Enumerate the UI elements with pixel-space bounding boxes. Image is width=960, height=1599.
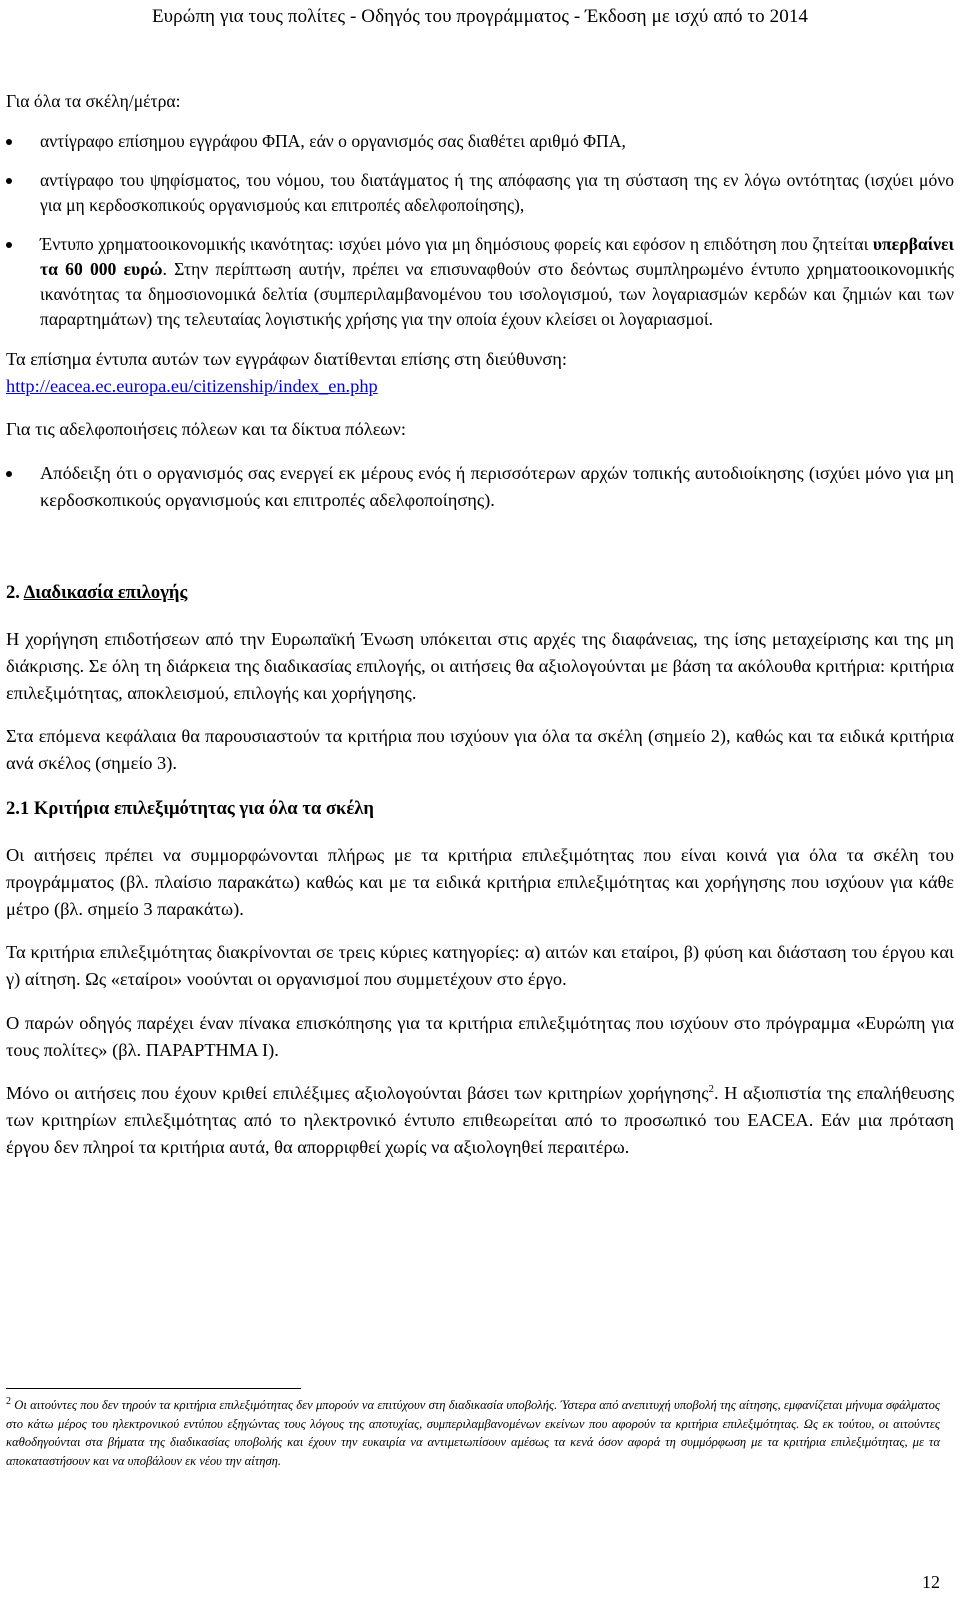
town-twinning-intro: Για τις αδελφοποιήσεις πόλεων και τα δίκτυα πόλεων: — [6, 419, 406, 440]
footnote-mark: 2 — [6, 1395, 11, 1407]
section-2-title: Διαδικασία επιλογής — [23, 581, 188, 603]
list-item — [6, 460, 954, 514]
section-2-paragraph-2: Στα επόμενα κεφάλαια θα παρουσιαστούν τα κριτήρια που ισχύουν για όλα τα σκέλη (σημείο 2), καθώς και τα ειδικά κριτήρια ανά σκέλος (σημείο 3). — [6, 726, 954, 774]
paragraph-4-text-after: . Η αξιοπιστία της επαλήθευσης των κριτηρίων επιλεξιμότητας από το ηλεκτρονικό έντυπο επιθεωρείται από το προσωπικό του EACEA. Εάν μια πρόταση έργου δεν πληροί τα κριτήρια αυτά, θα απορριφθεί χωρίς να αξιολογηθεί περαιτέρω. — [6, 1083, 954, 1158]
forms-paragraph — [6, 346, 954, 400]
bullet-icon — [6, 178, 12, 184]
town-twinning-list — [6, 460, 954, 514]
list-item-financial — [6, 232, 954, 332]
footnote-text: Οι αιτούντες που δεν τηρούν τα κριτήρια επιλεξιμότητας δεν μπορούν να επιτύχουν στη διαδικασία υποβολής. Ύστερα από ανεπιτυχή υποβολή της αίτησης, εμφανίζεται μήνυμα σφάλματος στο κάτω μέρος του ηλεκτρονικού εντύπου εξηγώντας τους λόγους της αποτυχίας, συμπεριλαμβανομένων εκείνων που αφορούν τα κριτήρια επιλεξιμότητας. Ως εκ τούτου, οι αιτούντες καθοδηγούνται στα βήματα της διαδικασίας υποβολής και έχουν την ευκαιρία να αντιμετωπίσουν αμέσως τα κενά όσον αφορά τη συμμόρφωση με τα κριτήρια επιλεξιμότητας, με τα αποκαταστήσουν και να υποβάλουν εκ νέου την αίτηση. — [6, 1398, 941, 1468]
page-number: 12 — [922, 1572, 940, 1592]
list-item — [6, 168, 954, 218]
all-strands-list — [6, 129, 954, 332]
section-2-heading — [6, 580, 954, 606]
running-header: Ευρώπη για τους πολίτες - Οδηγός του προγράμματος - Έκδοση με ισχύ από το 2014 — [151, 6, 809, 27]
bullet-icon — [6, 242, 12, 248]
financial-text-before: Έντυπο χρηματοοικονομικής ικανότητας: ισχύει μόνο για μη δημόσιους φορείς και εφόσον η επιδότηση που ζητείται — [40, 234, 873, 254]
bullet-icon — [6, 139, 12, 145]
list-item-text: αντίγραφο επίσημου εγγράφου ΦΠΑ, εάν ο οργανισμός σας διαθέτει αριθμό ΦΠΑ, — [40, 131, 626, 151]
footnote-reference[interactable]: 2 — [708, 1082, 714, 1095]
section-2-paragraph-1: Η χορήγηση επιδοτήσεων από την Ευρωπαϊκή Ένωση υπόκειται στις αρχές της διαφάνειας, της ίσης μεταχείρισης και της μη διάκρισης. Σε όλη τη διάρκεια της διαδικασίας επιλογής, οι αιτήσεις θα αξιολογούνται με βάση τα ακόλουθα κριτήρια: κριτήρια επιλεξιμότητας, αποκλεισμού, επιλογής και χορήγησης. — [6, 628, 954, 704]
section-2-1-heading: 2.1 Κριτήρια επιλεξιμότητας για όλα τα σκέλη — [6, 797, 374, 819]
list-item-text: αντίγραφο του ψηφίσματος, του νόμου, του διατάγματος ή της απόφασης για τη σύσταση της εν λόγω οντότητας (ισχύει μόνο για μη κερδοσκοπικούς οργανισμούς και επιτροπές αδελφοποίησης), — [40, 170, 954, 215]
paragraph-4-text-before: Μόνο οι αιτήσεις που έχουν κριθεί επιλέξιμες αξιολογούνται βάσει των κριτηρίων χορήγησης — [6, 1083, 709, 1104]
section-2-1-paragraph-1: Οι αιτήσεις πρέπει να συμμορφώνονται πλήρως με τα κριτήρια επιλεξιμότητας που είναι κοινά για όλα τα σκέλη του προγράμματος (βλ. πλαίσιο παρακάτω) καθώς και με τα ειδικά κριτήρια επιλεξιμότητας και χορήγησης που ισχύουν για κάθε μέτρο (βλ. σημείο 3 παρακάτω). — [6, 844, 954, 920]
section-2-1-paragraph-3: Ο παρών οδηγός παρέχει έναν πίνακα επισκόπησης για τα κριτήρια επιλεξιμότητας που ισχύουν στο πρόγραμμα «Ευρώπη για τους πολίτες» (βλ. ΠΑΡΑΡΤΗΜΑ Ι). — [6, 1012, 954, 1060]
all-strands-intro: Για όλα τα σκέλη/μέτρα: — [6, 91, 181, 111]
bullet-icon — [6, 471, 12, 477]
financial-text-after: . Στην περίπτωση αυτήν, πρέπει να επισυναφθούν στο δεόντως συμπληρωμένο έντυπο χρηματοοικονομικής ικανότητας τα δημοσιονομικά δελτία (συμπεριλαμβανομένου του ισολογισμού, των λογαριασμών κερδών και ζημιών και των παραρτημάτων) της τελευταίας λογιστικής χρήσης για την οποία έχουν κλείσει οι λογαριασμοί. — [40, 259, 954, 329]
footnote — [6, 1396, 940, 1470]
footnote-divider — [6, 1388, 301, 1389]
list-item — [6, 129, 954, 154]
list-item-text: Απόδειξη ότι ο οργανισμός σας ενεργεί εκ μέρους ενός ή περισσότερων αρχών τοπικής αυτοδιοίκησης (ισχύει μόνο για μη κερδοσκοπικούς οργανισμούς και επιτροπές αδελφοποίησης). — [40, 462, 954, 510]
section-2-number: 2. — [6, 581, 24, 603]
financial-threshold: υπερβαίνει τα 60 000 ευρώ — [40, 234, 954, 279]
forms-text: Τα επίσημα έντυπα αυτών των εγγράφων διατίθενται επίσης στη διεύθυνση: — [6, 349, 568, 369]
section-2-1-paragraph-4 — [6, 1080, 954, 1162]
page-content — [6, 88, 954, 1162]
forms-link[interactable]: http://eacea.ec.europa.eu/citizenship/index_en.php — [6, 376, 378, 397]
section-2-1-paragraph-2: Τα κριτήρια επιλεξιμότητας διακρίνονται σε τρεις κύριες κατηγορίες: α) αιτών και εταίροι, β) φύση και διάσταση του έργου και γ) αίτηση. Ως «εταίροι» νοούνται οι οργανισμοί που συμμετέχουν στο έργο. — [6, 942, 954, 990]
